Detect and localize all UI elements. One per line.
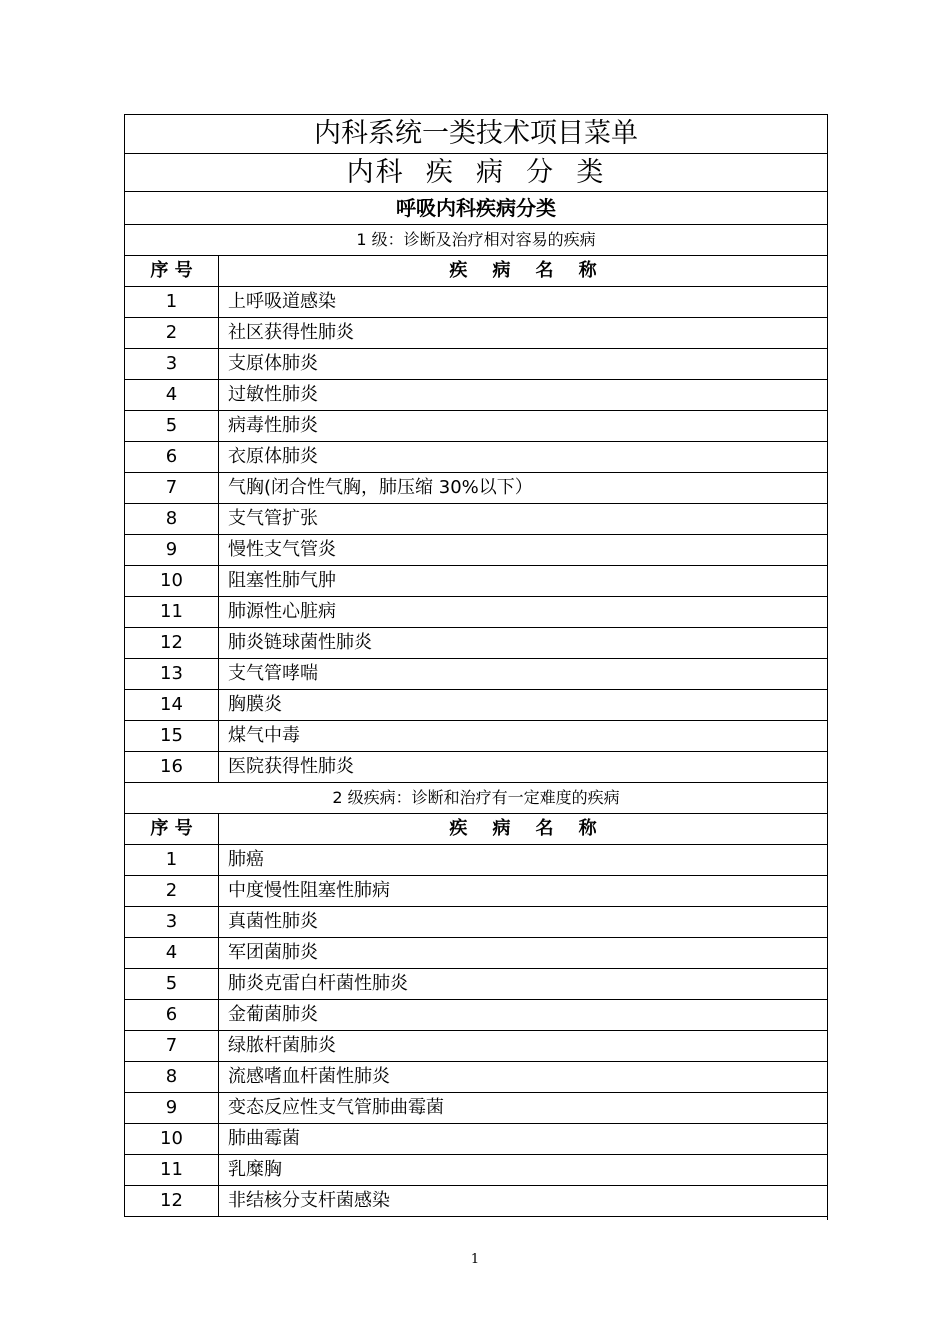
disease-name: 中度慢性阻塞性肺病 [219, 876, 828, 907]
table-row [125, 690, 828, 721]
row-number: 5 [125, 969, 219, 1000]
row-number: 8 [125, 1062, 219, 1093]
row-number: 10 [125, 566, 219, 597]
table-row [125, 1124, 828, 1155]
document-table-wrapper [124, 114, 827, 1217]
table-row [125, 1155, 828, 1186]
column-header-name: 疾 病 名 称 [219, 256, 828, 287]
row-number: 5 [125, 411, 219, 442]
table-row [125, 1186, 828, 1217]
table-row [125, 597, 828, 628]
table-row [125, 845, 828, 876]
title-row [125, 115, 828, 154]
right-margin-rule [827, 114, 828, 1220]
disease-name: 社区获得性肺炎 [219, 318, 828, 349]
row-number: 11 [125, 597, 219, 628]
disease-name: 真菌性肺炎 [219, 907, 828, 938]
subtitle-row [125, 154, 828, 192]
disease-name: 军团菌肺炎 [219, 938, 828, 969]
disease-name: 上呼吸道感染 [219, 287, 828, 318]
row-number: 6 [125, 442, 219, 473]
row-number: 6 [125, 1000, 219, 1031]
disease-name: 非结核分支杆菌感染 [219, 1186, 828, 1217]
disease-name: 金葡菌肺炎 [219, 1000, 828, 1031]
disease-table [124, 114, 828, 1217]
row-number: 3 [125, 349, 219, 380]
disease-name: 支气管扩张 [219, 504, 828, 535]
row-number: 12 [125, 628, 219, 659]
disease-name: 支原体肺炎 [219, 349, 828, 380]
row-number: 7 [125, 473, 219, 504]
disease-name: 流感嗜血杆菌性肺炎 [219, 1062, 828, 1093]
level1-header-row [125, 256, 828, 287]
table-row [125, 1031, 828, 1062]
row-number: 2 [125, 876, 219, 907]
table-row [125, 318, 828, 349]
document-title: 内科系统一类技术项目菜单 [125, 115, 828, 154]
disease-name: 慢性支气管炎 [219, 535, 828, 566]
table-row [125, 442, 828, 473]
row-number: 4 [125, 380, 219, 411]
document-subtitle: 内科 疾 病 分 类 [125, 154, 828, 192]
table-row [125, 287, 828, 318]
row-number: 10 [125, 1124, 219, 1155]
row-number: 4 [125, 938, 219, 969]
row-number: 13 [125, 659, 219, 690]
disease-name: 绿脓杆菌肺炎 [219, 1031, 828, 1062]
table-row [125, 380, 828, 411]
row-number: 8 [125, 504, 219, 535]
row-number: 1 [125, 287, 219, 318]
row-number: 9 [125, 1093, 219, 1124]
table-row [125, 473, 828, 504]
table-row [125, 411, 828, 442]
disease-name: 衣原体肺炎 [219, 442, 828, 473]
column-header-number: 序 号 [125, 256, 219, 287]
table-row [125, 969, 828, 1000]
disease-name: 过敏性肺炎 [219, 380, 828, 411]
column-header-number: 序 号 [125, 814, 219, 845]
disease-table-body [125, 115, 828, 1217]
disease-name: 肺癌 [219, 845, 828, 876]
table-row [125, 938, 828, 969]
row-number: 3 [125, 907, 219, 938]
table-row [125, 876, 828, 907]
disease-name: 肺炎链球菌性肺炎 [219, 628, 828, 659]
section-row [125, 192, 828, 225]
disease-name: 变态反应性支气管肺曲霉菌 [219, 1093, 828, 1124]
level2-label: 2 级疾病：诊断和治疗有一定难度的疾病 [125, 783, 828, 814]
disease-name: 支气管哮喘 [219, 659, 828, 690]
table-row [125, 1062, 828, 1093]
row-number: 9 [125, 535, 219, 566]
table-row [125, 752, 828, 783]
table-row [125, 1093, 828, 1124]
row-number: 2 [125, 318, 219, 349]
disease-name: 肺炎克雷白杆菌性肺炎 [219, 969, 828, 1000]
disease-name: 病毒性肺炎 [219, 411, 828, 442]
table-row [125, 659, 828, 690]
row-number: 12 [125, 1186, 219, 1217]
level2-label-row [125, 783, 828, 814]
disease-name: 肺源性心脏病 [219, 597, 828, 628]
table-row [125, 1000, 828, 1031]
section-title: 呼吸内科疾病分类 [125, 192, 828, 225]
table-row [125, 504, 828, 535]
table-row [125, 907, 828, 938]
disease-name: 气胸(闭合性气胸，肺压缩 30%以下） [219, 473, 828, 504]
disease-name: 肺曲霉菌 [219, 1124, 828, 1155]
row-number: 11 [125, 1155, 219, 1186]
disease-name: 煤气中毒 [219, 721, 828, 752]
disease-name: 医院获得性肺炎 [219, 752, 828, 783]
table-row [125, 349, 828, 380]
level1-label: 1 级：诊断及治疗相对容易的疾病 [125, 225, 828, 256]
level2-header-row [125, 814, 828, 845]
page-number: 1 [470, 1252, 480, 1267]
disease-name: 胸膜炎 [219, 690, 828, 721]
row-number: 7 [125, 1031, 219, 1062]
table-row [125, 628, 828, 659]
row-number: 16 [125, 752, 219, 783]
row-number: 1 [125, 845, 219, 876]
table-row [125, 721, 828, 752]
disease-name: 乳糜胸 [219, 1155, 828, 1186]
table-row [125, 566, 828, 597]
column-header-name: 疾 病 名 称 [219, 814, 828, 845]
row-number: 15 [125, 721, 219, 752]
disease-name: 阻塞性肺气肿 [219, 566, 828, 597]
table-row [125, 535, 828, 566]
row-number: 14 [125, 690, 219, 721]
level1-label-row [125, 225, 828, 256]
